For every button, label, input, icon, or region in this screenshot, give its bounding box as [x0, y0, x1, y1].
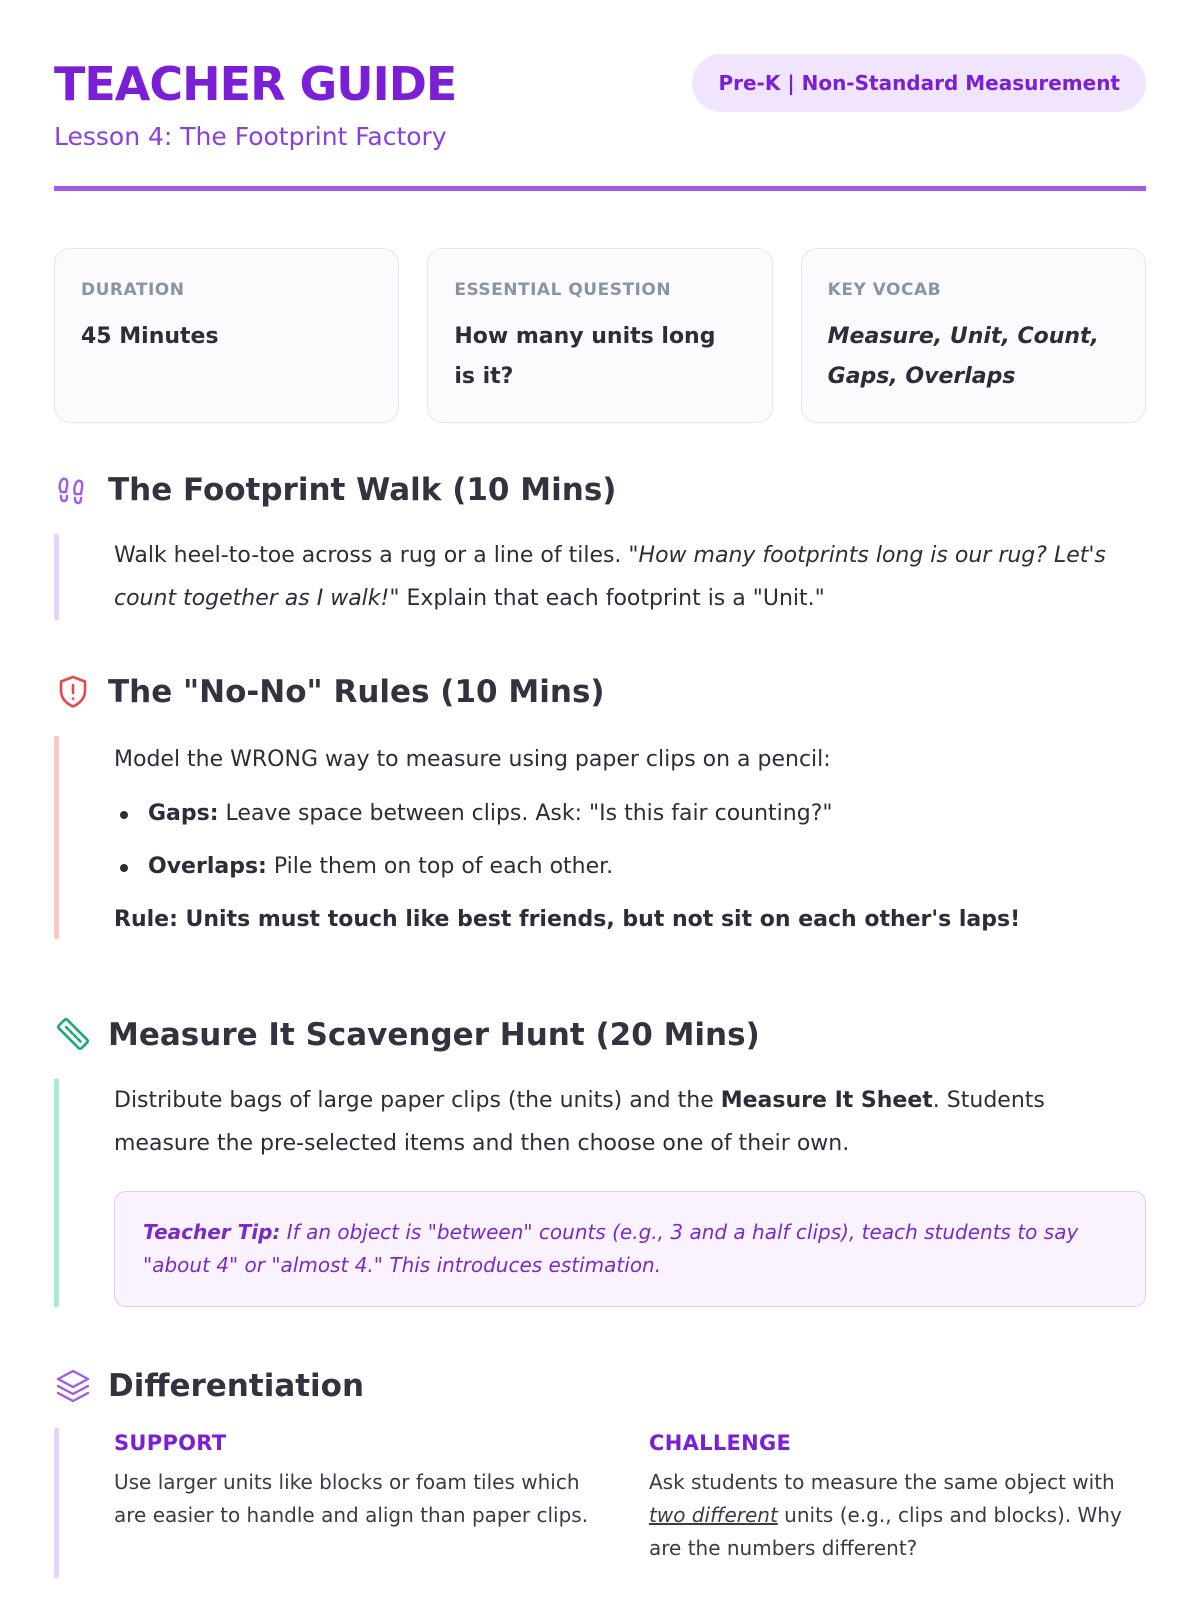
bullet-term: Overlaps:: [148, 854, 267, 879]
measure-it-sheet-label: Measure It Sheet: [720, 1088, 933, 1113]
walk-paragraph: [114, 534, 1146, 620]
walk-quote: "How many footprints long is our rug? Let's count together as I walk!": [114, 543, 1106, 611]
lesson-subtitle: Lesson 4: The Footprint Factory: [54, 122, 447, 151]
section-header: [54, 672, 1146, 712]
accent-bar: [54, 1428, 59, 1578]
page-title: TEACHER GUIDE: [54, 57, 457, 111]
challenge-column: [649, 1428, 1146, 1565]
shield-alert-icon: [54, 673, 92, 711]
walk-text: Walk heel-to-toe across a rug or a line of tiles.: [114, 543, 629, 568]
section-header: [54, 470, 1146, 510]
hunt-text-after: . Students measure the pre-selected items and then choose one of their own.: [114, 1088, 1045, 1156]
accent-bar: [54, 736, 59, 939]
walk-text-after: Explain that each footprint is a "Unit.": [399, 586, 825, 611]
section-header: [54, 1015, 1146, 1055]
essential-question-card: [427, 248, 772, 423]
challenge-text: [649, 1466, 1146, 1565]
bullet-term: Gaps:: [148, 801, 219, 826]
section-title: Differentiation: [108, 1368, 365, 1404]
challenge-text-after: units (e.g., clips and blocks). Why are the numbers different?: [649, 1503, 1122, 1560]
challenge-text-before: Ask students to measure the same object with: [649, 1470, 1115, 1494]
section-differentiation: [54, 1366, 1146, 1578]
card-label: DURATION: [81, 280, 185, 300]
card-label: KEY VOCAB: [827, 280, 942, 300]
section-body: [54, 736, 1146, 939]
header-divider: [54, 186, 1146, 191]
card-label: ESSENTIAL QUESTION: [454, 280, 672, 300]
support-label: SUPPORT: [114, 1431, 227, 1455]
challenge-label: CHALLENGE: [649, 1431, 792, 1455]
section-footprint-walk: [54, 470, 1146, 620]
summary-cards: [54, 248, 1146, 423]
footprints-icon: [54, 471, 92, 509]
list-item: [114, 852, 1146, 882]
bullet-text: Pile them on top of each other.: [266, 854, 614, 879]
section-title: The Footprint Walk (10 Mins): [108, 472, 617, 508]
grade-topic-badge: Pre-K | Non-Standard Measurement: [692, 54, 1146, 112]
section-header: [54, 1366, 1146, 1406]
bullet-text: Leave space between clips. Ask: "Is this fair counting?": [218, 801, 833, 826]
differentiation-columns: [114, 1428, 1146, 1565]
tip-label: Teacher Tip:: [143, 1220, 281, 1244]
rules-list: [114, 799, 1146, 882]
section-title: Measure It Scavenger Hunt (20 Mins): [108, 1017, 760, 1053]
support-column: [114, 1428, 611, 1565]
section-title: The "No-No" Rules (10 Mins): [108, 674, 605, 710]
accent-bar: [54, 534, 59, 620]
hunt-text: Distribute bags of large paper clips (the units) and the: [114, 1088, 721, 1113]
teacher-tip-box: [114, 1191, 1146, 1307]
section-body: [54, 534, 1146, 620]
rule-statement: Rule: Units must touch like best friends, but not sit on each other's laps!: [114, 907, 1021, 932]
key-vocab-card: [801, 248, 1146, 423]
support-text: Use larger units like blocks or foam tiles which are easier to handle and align than paper clips.: [114, 1470, 589, 1527]
section-no-no-rules: [54, 672, 1146, 939]
section-body: [54, 1079, 1146, 1307]
layers-icon: [54, 1367, 92, 1405]
section-body: [54, 1428, 1146, 1578]
hunt-paragraph: [114, 1079, 1146, 1165]
accent-bar: [54, 1079, 59, 1307]
list-item: [114, 799, 1146, 829]
header: [54, 0, 1146, 192]
card-value: 45 Minutes: [81, 324, 219, 349]
card-value: How many units long is it?: [454, 324, 716, 389]
section-scavenger-hunt: [54, 1015, 1146, 1307]
challenge-emphasis: two different: [649, 1503, 778, 1527]
card-value: Measure, Unit, Count, Gaps, Overlaps: [827, 324, 1099, 389]
tip-text: If an object is "between" counts (e.g., 3 and a half clips), teach students to say "about 4" or "almost 4." This introduces estimation.: [143, 1220, 1079, 1277]
duration-card: [54, 248, 399, 423]
rules-intro: Model the WRONG way to measure using paper clips on a pencil:: [114, 747, 831, 772]
ruler-icon: [54, 1016, 92, 1054]
